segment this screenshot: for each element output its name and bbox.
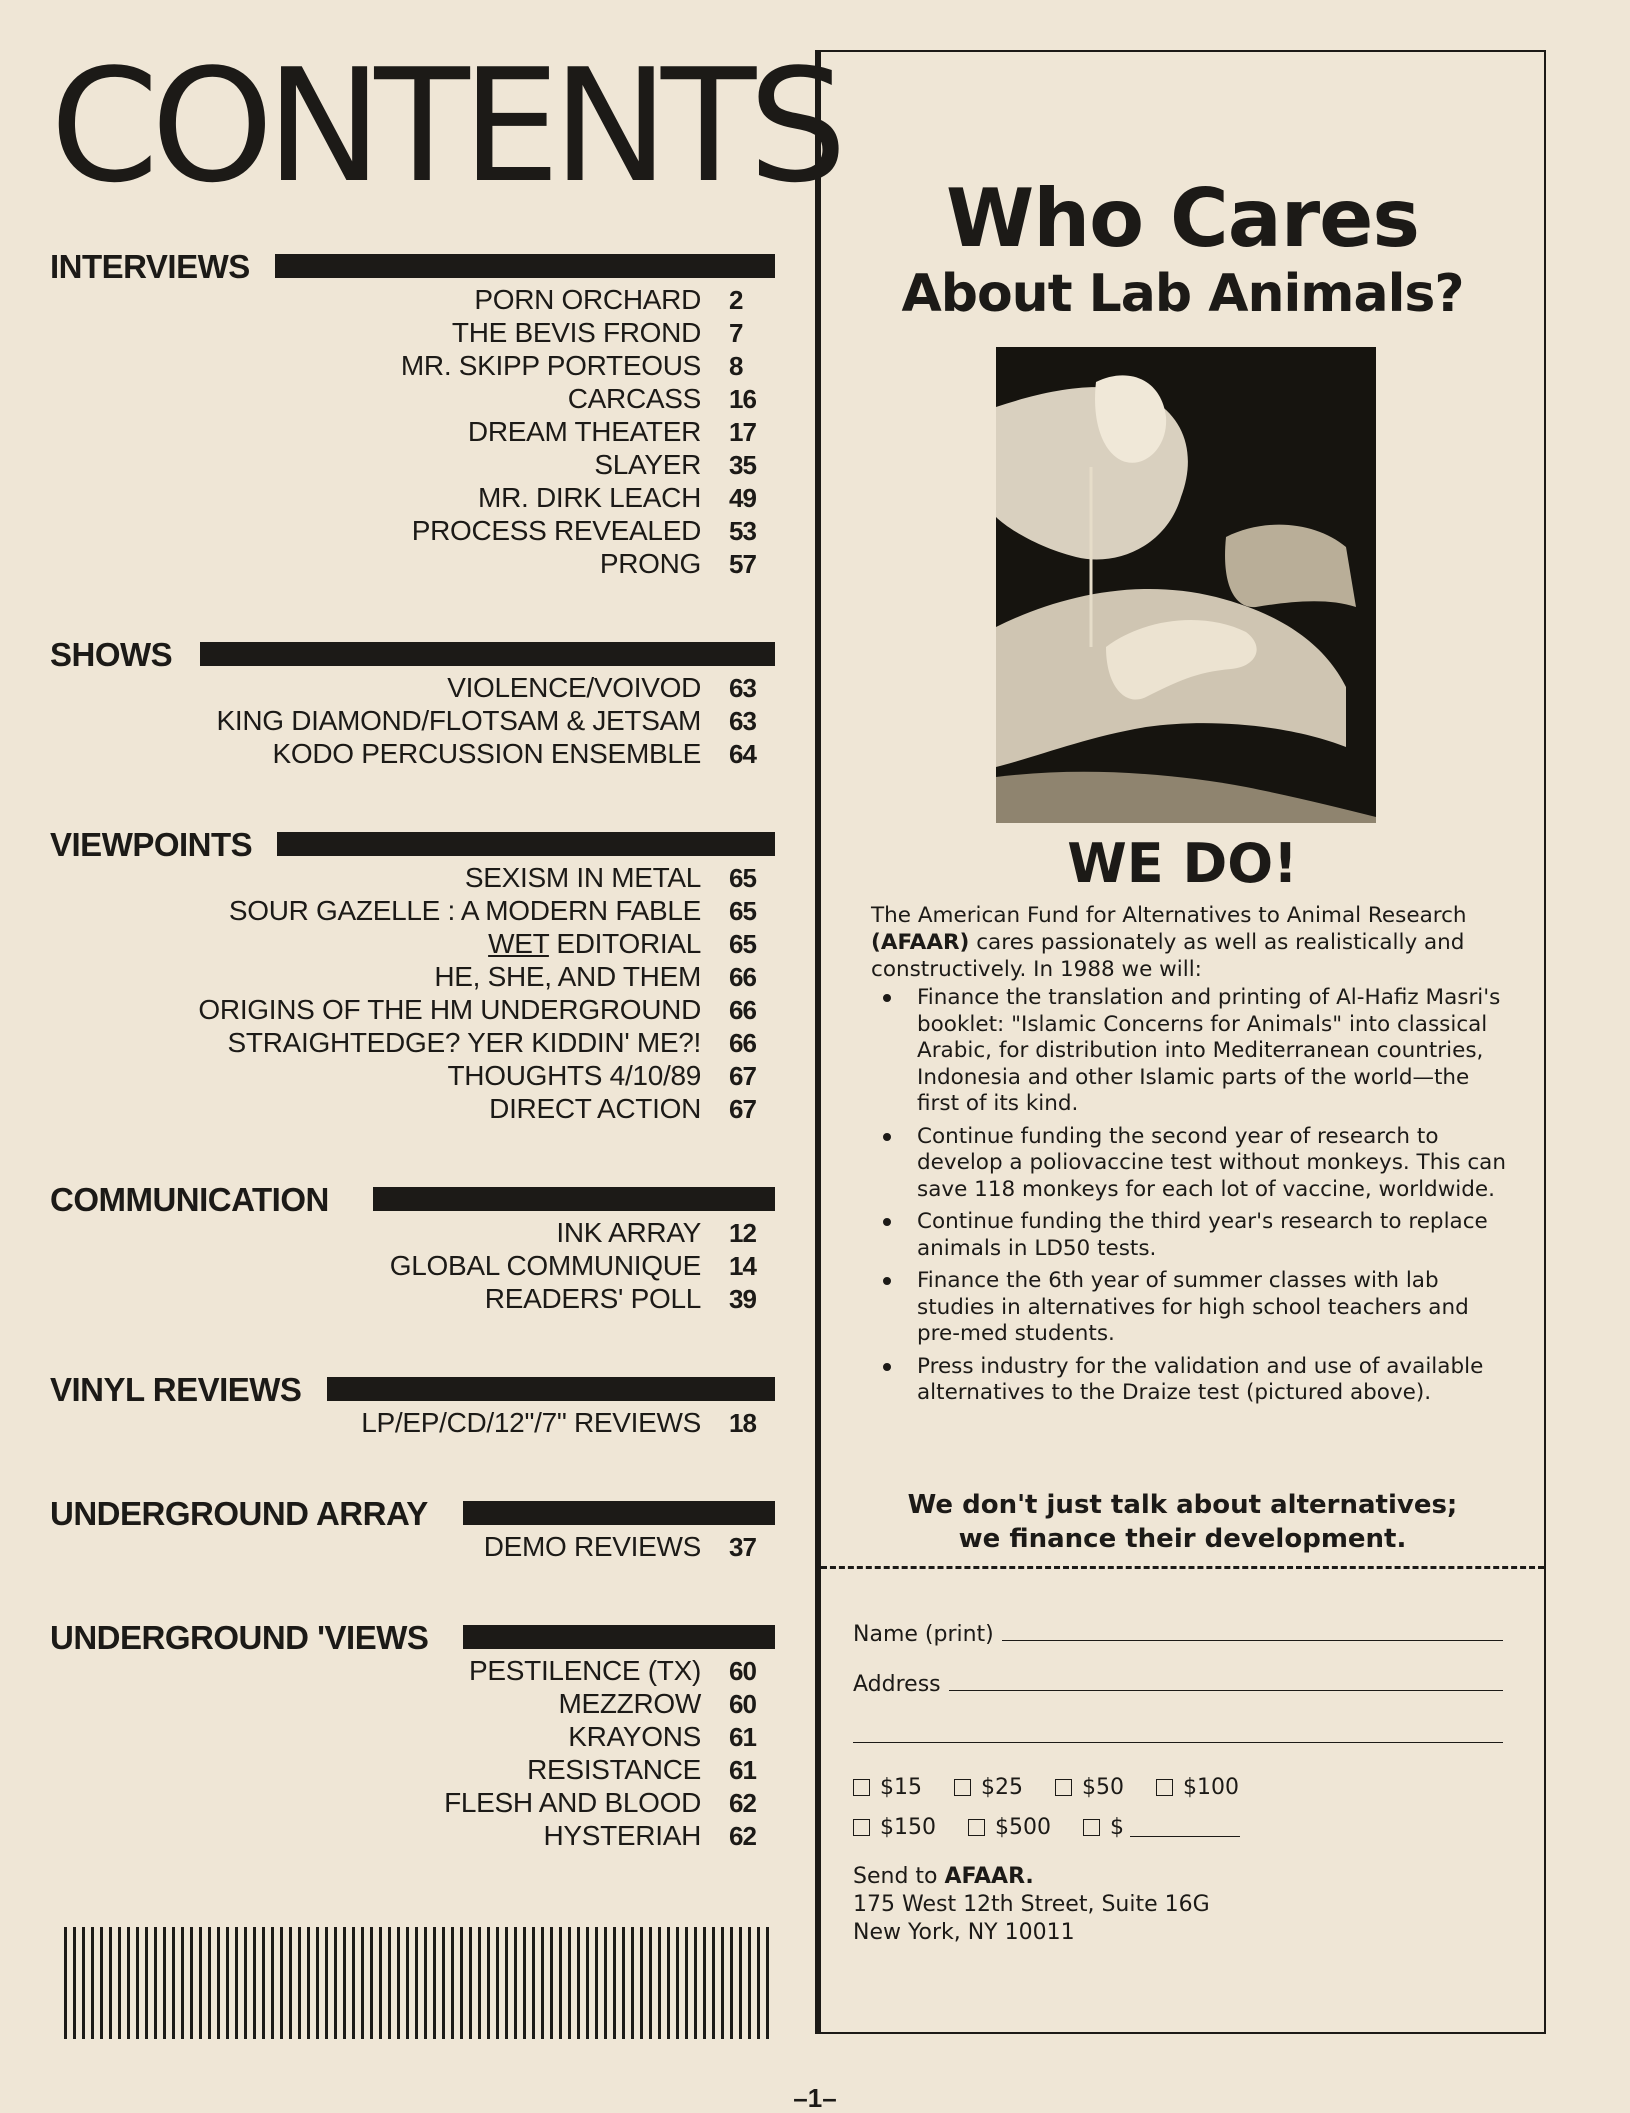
- section-header: [50, 635, 775, 675]
- entry-page: 8: [729, 351, 743, 381]
- contents-entry[interactable]: [50, 1216, 775, 1249]
- ad-tagline-line: We don't just talk about alternatives;: [907, 1490, 1458, 1520]
- ad-bullet: [877, 1354, 1513, 1407]
- ad-tagline-line: we finance their development.: [958, 1524, 1407, 1554]
- contents-entry[interactable]: [50, 1406, 775, 1439]
- ad-bullet: [877, 985, 1513, 1118]
- entry-page: 65: [729, 863, 756, 893]
- contents-entry[interactable]: [50, 671, 775, 704]
- section-header: [50, 825, 775, 865]
- ad-intro-abbr: (AFAAR): [871, 930, 970, 955]
- entry-page: 64: [729, 739, 756, 769]
- entry-title: READERS' POLL: [484, 1283, 701, 1314]
- entry-title: DEMO REVIEWS: [483, 1531, 701, 1562]
- ad-bullet-list: [877, 985, 1513, 1413]
- entry-title: HYSTERIAH: [543, 1820, 701, 1851]
- section-interviews: [50, 247, 775, 580]
- entry-title: KING DIAMOND/FLOTSAM & JETSAM: [216, 705, 701, 736]
- entry-page: 35: [729, 450, 756, 480]
- section-header: [50, 1180, 775, 1220]
- ad-headline: Who Cares: [945, 172, 1420, 265]
- bullet-icon: [883, 1363, 891, 1371]
- ad-bullet: [877, 1124, 1513, 1204]
- contents-entry[interactable]: [50, 1819, 775, 1852]
- contents-entry[interactable]: [50, 993, 775, 1026]
- checkbox-icon[interactable]: [1055, 1779, 1072, 1796]
- section-title: UNDERGROUND 'VIEWS: [50, 1619, 429, 1656]
- entry-page: 17: [729, 417, 756, 447]
- address-field[interactable]: [853, 1647, 1503, 1697]
- section-title: COMMUNICATION: [50, 1181, 329, 1218]
- mailing-address: [853, 1863, 1503, 1947]
- bullet-text: Finance the 6th year of summer classes with lab studies in alternatives for high school teachers and pre-med students.: [917, 1268, 1469, 1346]
- amount-option[interactable]: [853, 1815, 936, 1840]
- contents-entry[interactable]: [50, 704, 775, 737]
- entry-page: 60: [729, 1689, 756, 1719]
- entry-page: 37: [729, 1532, 756, 1562]
- amount-option[interactable]: [1156, 1775, 1239, 1800]
- entry-title: SLAYER: [594, 449, 701, 480]
- address-line-text: New York, NY 10011: [853, 1920, 1075, 1945]
- bullet-icon: [883, 1133, 891, 1141]
- checkbox-icon[interactable]: [1083, 1819, 1100, 1836]
- amount-label: $50: [1082, 1774, 1124, 1800]
- contents-entry[interactable]: [50, 448, 775, 481]
- barcode: [64, 1927, 776, 2039]
- contents-entry[interactable]: [50, 1530, 775, 1563]
- address-label: Address: [853, 1672, 941, 1697]
- entry-title: THE BEVIS FROND: [451, 317, 701, 348]
- amount-label: $: [1110, 1814, 1124, 1840]
- section-title: VIEWPOINTS: [50, 826, 253, 863]
- contents-entry[interactable]: [50, 283, 775, 316]
- address-line[interactable]: [949, 1689, 1503, 1691]
- section-bar: [200, 642, 775, 666]
- ad-tagline: [821, 1488, 1544, 1556]
- contents-entry[interactable]: [50, 1687, 775, 1720]
- name-field[interactable]: [853, 1597, 1503, 1647]
- entry-page: 14: [729, 1251, 756, 1281]
- entry-page: 57: [729, 549, 756, 579]
- entry-page: 66: [729, 1028, 756, 1058]
- name-line[interactable]: [1002, 1639, 1503, 1641]
- bullet-text: Press industry for the validation and use of available alternatives to the Draize test (pictured above).: [917, 1353, 1484, 1405]
- contents-entry[interactable]: [50, 1282, 775, 1315]
- section-underground-views: [50, 1618, 775, 1852]
- contents-entry[interactable]: [50, 481, 775, 514]
- entry-title: KODO PERCUSSION ENSEMBLE: [272, 738, 701, 769]
- ad-bullet: [877, 1209, 1513, 1262]
- contents-entry[interactable]: [50, 1786, 775, 1819]
- checkbox-icon[interactable]: [1156, 1779, 1173, 1796]
- ad-intro-text: cares passionately as well as realistically and constructively. In 1988 we will:: [871, 930, 1465, 982]
- entry-title: VIOLENCE/VOIVOD: [447, 672, 701, 703]
- ad-intro-text: The American Fund for Alternatives to Animal Research: [871, 903, 1467, 928]
- contents-entry[interactable]: [50, 1654, 775, 1687]
- entry-title: GLOBAL COMMUNIQUE: [389, 1250, 701, 1281]
- page-number: –1–: [793, 2083, 837, 2113]
- section-title: SHOWS: [50, 636, 173, 673]
- bullet-text: Finance the translation and printing of Al-Hafiz Masri's booklet: "Islamic Concerns for Animals" into classical Arabic, for distribution into Mediterranean countries, Indonesia and other Islamic parts of the world—the first of its kind.: [917, 985, 1501, 1116]
- entry-title: RESISTANCE: [527, 1754, 701, 1785]
- section-vinyl-reviews: [50, 1370, 775, 1439]
- entry-title: INK ARRAY: [556, 1217, 701, 1248]
- amount-label: $15: [880, 1774, 922, 1800]
- contents-entry[interactable]: [50, 415, 775, 448]
- entry-page: 60: [729, 1656, 756, 1686]
- entry-title: PROCESS REVEALED: [411, 515, 701, 546]
- section-title: UNDERGROUND ARRAY: [50, 1495, 428, 1532]
- section-bar: [463, 1625, 775, 1649]
- section-header: [50, 1494, 775, 1534]
- entry-title: THOUGHTS 4/10/89: [447, 1060, 701, 1091]
- donation-amounts: [853, 1767, 1503, 1847]
- entry-title: FLESH AND BLOOD: [444, 1787, 701, 1818]
- contents-entry[interactable]: [50, 1092, 775, 1125]
- ad-bullet: [877, 1268, 1513, 1348]
- amount-option[interactable]: [1055, 1775, 1124, 1800]
- amount-option[interactable]: [954, 1775, 1023, 1800]
- section-bar: [327, 1377, 775, 1401]
- checkbox-icon[interactable]: [853, 1819, 870, 1836]
- ad-subheadline: About Lab Animals?: [901, 264, 1464, 324]
- entry-page: 39: [729, 1284, 756, 1314]
- amount-label: $150: [880, 1814, 936, 1840]
- entry-title: PORN ORCHARD: [474, 284, 701, 315]
- entry-page: 18: [729, 1408, 756, 1438]
- custom-amount-line[interactable]: [1130, 1835, 1240, 1837]
- section-header: [50, 1370, 775, 1410]
- section-title: INTERVIEWS: [50, 248, 250, 285]
- amount-label: $500: [995, 1814, 1051, 1840]
- entry-title: SEXISM IN METAL: [464, 862, 701, 893]
- entry-title: CARCASS: [567, 383, 701, 414]
- bullet-icon: [883, 1277, 891, 1285]
- section-bar: [277, 832, 775, 856]
- address-line-text: 175 West 12th Street, Suite 16G: [853, 1892, 1210, 1917]
- entry-title: KRAYONS: [568, 1721, 701, 1752]
- entry-title-underlined: WET: [488, 928, 549, 959]
- afaar-advertisement: [815, 50, 1546, 2034]
- ad-we-do: WE DO!: [1067, 832, 1298, 895]
- contents-entry[interactable]: [50, 960, 775, 993]
- entry-page: 7: [729, 318, 743, 348]
- entry-page: 63: [729, 706, 756, 736]
- entry-page: 65: [729, 896, 756, 926]
- contents-entry[interactable]: [50, 1720, 775, 1753]
- amount-option[interactable]: [968, 1815, 1051, 1840]
- entry-title: SOUR GAZELLE : A MODERN FABLE: [228, 895, 701, 926]
- bullet-text: Continue funding the second year of research to develop a poliovaccine test without monkeys. This can save 118 monkeys for each lot of vaccine, worldwide.: [917, 1123, 1506, 1202]
- checkbox-icon[interactable]: [853, 1779, 870, 1796]
- section-shows: [50, 635, 775, 770]
- bullet-text: Continue funding the third year's research to replace animals in LD50 tests.: [917, 1209, 1488, 1261]
- contents-title: CONTENTS: [50, 35, 840, 217]
- entry-title: DREAM THEATER: [467, 416, 701, 447]
- section-bar: [463, 1501, 775, 1525]
- ad-intro: [871, 902, 1501, 983]
- contents-entry[interactable]: [50, 382, 775, 415]
- entry-page: 67: [729, 1094, 756, 1124]
- contents-entry[interactable]: [50, 1753, 775, 1786]
- section-communication: [50, 1180, 775, 1315]
- entry-page: 65: [729, 929, 756, 959]
- entry-title: PESTILENCE (TX): [469, 1655, 701, 1686]
- contents-entry[interactable]: [50, 514, 775, 547]
- entry-page: 62: [729, 1821, 756, 1851]
- section-viewpoints: [50, 825, 775, 1125]
- entry-title: STRAIGHTEDGE? YER KIDDIN' ME?!: [227, 1027, 701, 1058]
- checkbox-icon[interactable]: [968, 1819, 985, 1836]
- entry-page: 12: [729, 1218, 756, 1248]
- section-bar: [275, 254, 775, 278]
- entry-title: MR. SKIPP PORTEOUS: [400, 350, 701, 381]
- entry-title: MEZZROW: [558, 1688, 701, 1719]
- donation-form: [853, 1597, 1503, 1947]
- entry-title: HE, SHE, AND THEM: [434, 961, 701, 992]
- bullet-icon: [883, 1218, 891, 1226]
- checkbox-icon[interactable]: [954, 1779, 971, 1796]
- section-bar: [373, 1187, 775, 1211]
- entry-title: MR. DIRK LEACH: [478, 482, 701, 513]
- contents-entry[interactable]: [50, 349, 775, 382]
- entry-page: 62: [729, 1788, 756, 1818]
- entry-page: 67: [729, 1061, 756, 1091]
- contents-entry[interactable]: [50, 547, 775, 580]
- address-line-2[interactable]: [853, 1741, 1503, 1743]
- amount-option-custom[interactable]: [1083, 1815, 1240, 1840]
- contents-entry[interactable]: [50, 861, 775, 894]
- entry-title: [488, 927, 701, 960]
- entry-title: PRONG: [599, 548, 701, 579]
- contents-entry[interactable]: [50, 1026, 775, 1059]
- entry-page: 2: [729, 285, 743, 315]
- cut-line: [821, 1566, 1544, 1569]
- contents-entry[interactable]: [50, 1059, 775, 1092]
- name-label: Name (print): [853, 1622, 994, 1647]
- send-prefix: Send to: [853, 1864, 938, 1889]
- lab-rabbit-photo: [996, 347, 1376, 823]
- entry-title-rest: EDITORIAL: [556, 928, 701, 959]
- section-title: VINYL REVIEWS: [50, 1371, 302, 1408]
- amount-label: $100: [1183, 1774, 1239, 1800]
- bullet-icon: [883, 994, 891, 1002]
- contents-entry[interactable]: [50, 1249, 775, 1282]
- contents-entry[interactable]: [50, 737, 775, 770]
- entry-title: ORIGINS OF THE HM UNDERGROUND: [198, 994, 701, 1025]
- entry-page: 61: [729, 1755, 756, 1785]
- entry-page: 66: [729, 962, 756, 992]
- entry-page: 16: [729, 384, 756, 414]
- section-underground-array: [50, 1494, 775, 1563]
- entry-page: 53: [729, 516, 756, 546]
- amount-label: $25: [981, 1774, 1023, 1800]
- entry-title: DIRECT ACTION: [489, 1093, 701, 1124]
- contents-entry[interactable]: [50, 316, 775, 349]
- contents-entry[interactable]: [50, 927, 775, 960]
- entry-page: 63: [729, 673, 756, 703]
- section-header: [50, 247, 775, 287]
- amount-option[interactable]: [853, 1775, 922, 1800]
- send-org: AFAAR.: [944, 1864, 1034, 1889]
- entry-page: 61: [729, 1722, 756, 1752]
- entry-page: 66: [729, 995, 756, 1025]
- entry-page: 49: [729, 483, 756, 513]
- entry-title: LP/EP/CD/12"/7" REVIEWS: [361, 1407, 701, 1438]
- contents-entry[interactable]: [50, 894, 775, 927]
- section-header: [50, 1618, 775, 1658]
